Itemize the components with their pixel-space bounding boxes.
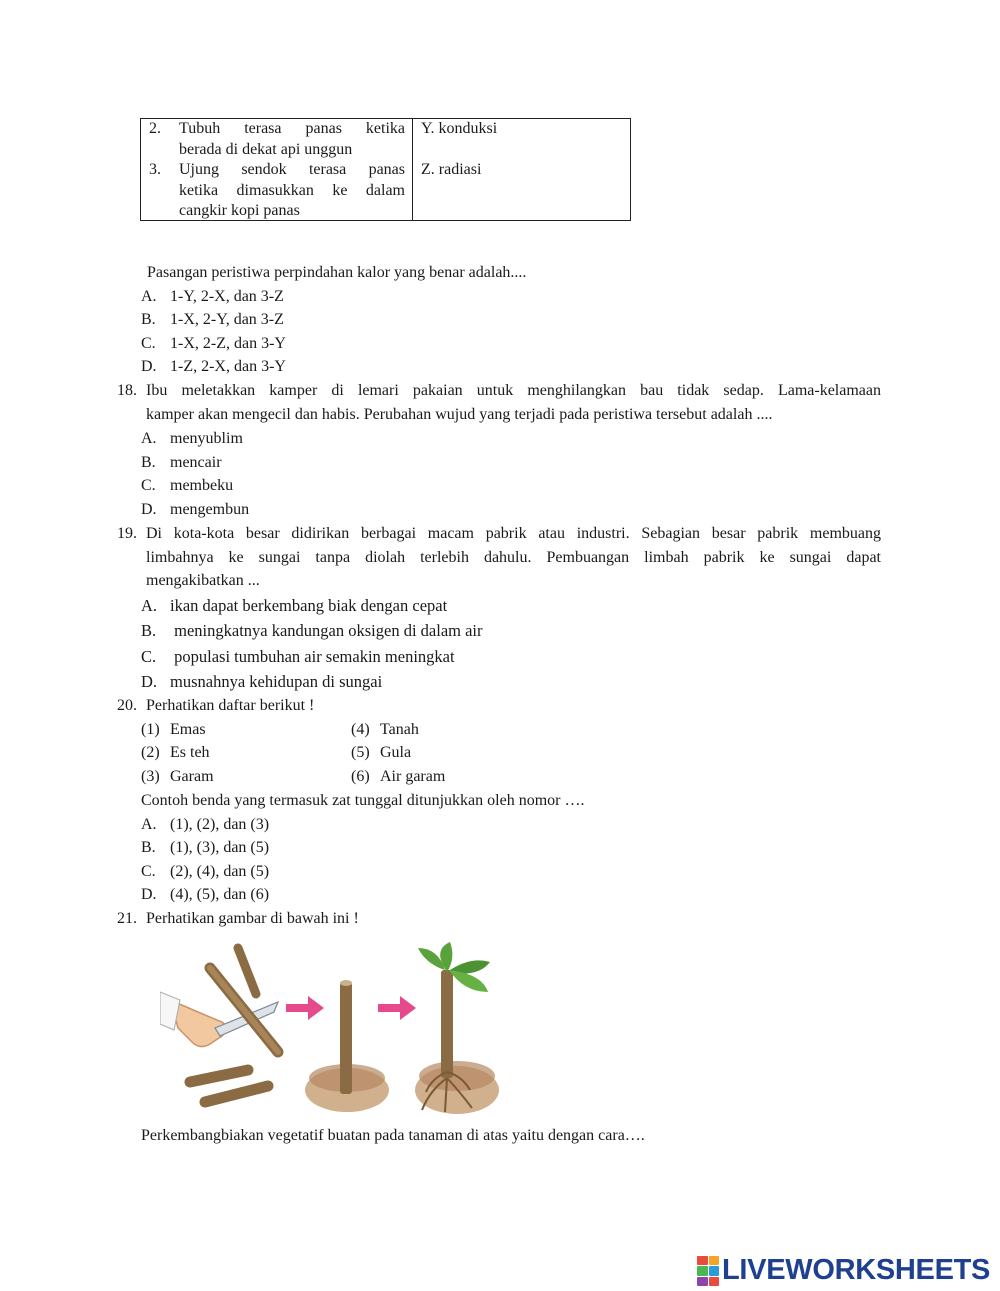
option-label: B.	[141, 454, 156, 471]
q18-option-c[interactable]	[141, 474, 233, 498]
table-row-3-right: Z. radiasi	[421, 161, 482, 178]
table-row-2-right: Y. konduksi	[421, 120, 498, 137]
option-text: (1), (2), dan (3)	[170, 816, 270, 833]
question-line: Ibu meletakkan kamper di lemari pakaian untuk menghilangkan bau tidak sedap. Lama-kelamaan	[146, 382, 881, 399]
question-line: mengakibatkan ...	[146, 572, 260, 589]
matching-table	[140, 118, 631, 221]
q18-number: 18.	[117, 382, 137, 399]
q17-option-c[interactable]	[141, 332, 286, 356]
option-text: (1), (3), dan (5)	[170, 839, 270, 856]
liveworksheets-logo	[697, 1254, 990, 1288]
q20-prompt: Perhatikan daftar berikut !	[146, 697, 315, 714]
option-text: (2), (4), dan (5)	[170, 863, 270, 880]
q21-number: 21.	[117, 910, 137, 927]
option-text: ikan dapat berkembang biak dengan cepat	[170, 596, 448, 615]
row-number: 3.	[149, 161, 161, 178]
q18-option-d[interactable]	[141, 498, 249, 522]
item-text: Gula	[380, 744, 412, 761]
option-text: 1-Z, 2-X, dan 3-Y	[170, 358, 286, 375]
item-text: Garam	[170, 768, 214, 785]
logo-text: LIVEWORKSHEETS	[722, 1254, 991, 1287]
item-text: Tanah	[380, 721, 419, 738]
q19-text	[146, 522, 881, 593]
option-label: A.	[141, 596, 158, 615]
logo-mark-icon	[697, 1256, 719, 1286]
list-item	[351, 765, 445, 789]
q20-option-c[interactable]	[141, 860, 269, 884]
row-text-line: Ujung sendok terasa panas	[179, 161, 405, 178]
list-item	[351, 718, 419, 742]
option-label: C.	[141, 647, 157, 666]
q19-option-b[interactable]	[141, 619, 483, 643]
q20-option-b[interactable]	[141, 836, 269, 860]
q17-option-d[interactable]	[141, 355, 286, 379]
q18-option-b[interactable]	[141, 451, 222, 475]
q20-number: 20.	[117, 697, 137, 714]
option-label: D.	[141, 886, 157, 903]
question-line: Di kota-kota besar didirikan berbagai macam pabrik atau industri. Sebagian besar pabrik membuang	[146, 525, 881, 542]
list-item	[351, 741, 411, 765]
table-row-2-left	[149, 119, 405, 160]
option-label: C.	[141, 335, 156, 352]
q21-prompt: Perhatikan gambar di bawah ini !	[146, 910, 359, 927]
option-label: D.	[141, 501, 157, 518]
row-text-line: Tubuh terasa panas ketika	[179, 120, 405, 137]
item-label: (5)	[351, 744, 370, 761]
item-label: (2)	[141, 744, 160, 761]
list-item	[141, 765, 214, 789]
row-text-line: cangkir kopi panas	[179, 202, 300, 219]
option-text: (4), (5), dan (6)	[170, 886, 270, 903]
option-label: B.	[141, 311, 156, 328]
row-number: 2.	[149, 120, 161, 137]
option-label: A.	[141, 430, 157, 447]
list-item	[141, 741, 210, 765]
option-label: B.	[141, 621, 157, 640]
option-label: D.	[141, 358, 157, 375]
q17-option-b[interactable]	[141, 308, 284, 332]
option-label: A.	[141, 288, 157, 305]
option-label: C.	[141, 863, 156, 880]
option-text: mencair	[170, 454, 222, 471]
item-text: Emas	[170, 721, 206, 738]
item-label: (3)	[141, 768, 160, 785]
q20-option-a[interactable]	[141, 813, 269, 837]
option-text: 1-Y, 2-X, dan 3-Z	[170, 288, 284, 305]
option-label: D.	[141, 672, 158, 691]
q20-question: Contoh benda yang termasuk zat tunggal ditunjukkan oleh nomor ….	[141, 792, 585, 809]
q20-option-d[interactable]	[141, 883, 269, 907]
q21-question: Perkembangbiakan vegetatif buatan pada tanaman di atas yaitu dengan cara….	[141, 1127, 645, 1144]
q18-option-a[interactable]	[141, 427, 243, 451]
q19-number: 19.	[117, 525, 137, 542]
option-label: B.	[141, 839, 156, 856]
table-row-3-left	[149, 160, 405, 222]
option-text: musnahnya kehidupan di sungai	[170, 672, 383, 691]
option-label: C.	[141, 477, 156, 494]
option-label: A.	[141, 816, 157, 833]
q19-option-d[interactable]	[141, 670, 382, 694]
option-text: populasi tumbuhan air semakin meningkat	[170, 647, 455, 666]
q19-option-c[interactable]	[141, 645, 455, 669]
q18-text	[146, 379, 881, 426]
option-text: mengembun	[170, 501, 250, 518]
q19-option-a[interactable]	[141, 594, 447, 618]
option-text: membeku	[170, 477, 234, 494]
option-text: 1-X, 2-Y, dan 3-Z	[170, 311, 284, 328]
list-item	[141, 718, 206, 742]
option-text: 1-X, 2-Z, dan 3-Y	[170, 335, 286, 352]
item-text: Es teh	[170, 744, 210, 761]
table-divider	[412, 119, 413, 220]
q17-option-a[interactable]	[141, 285, 284, 309]
question-line: kamper akan mengecil dan habis. Perubahan wujud yang terjadi pada peristiwa tersebut adalah ....	[146, 405, 773, 423]
option-text: menyublim	[170, 430, 243, 447]
item-text: Air garam	[380, 768, 446, 785]
question-line: limbahnya ke sungai tanpa diolah terlebih dahulu. Pembuangan limbah pabrik ke sungai dapat	[146, 548, 881, 566]
stem-cutting-illustration	[160, 940, 500, 1120]
q17-prompt: Pasangan peristiwa perpindahan kalor yang benar adalah....	[147, 264, 527, 281]
row-text-line: ketika dimasukkan ke dalam	[179, 181, 405, 199]
option-text: meningkatnya kandungan oksigen di dalam air	[170, 621, 483, 640]
row-text-line: berada di dekat api unggun	[179, 140, 353, 158]
item-label: (6)	[351, 768, 370, 785]
item-label: (1)	[141, 721, 160, 738]
item-label: (4)	[351, 721, 370, 738]
